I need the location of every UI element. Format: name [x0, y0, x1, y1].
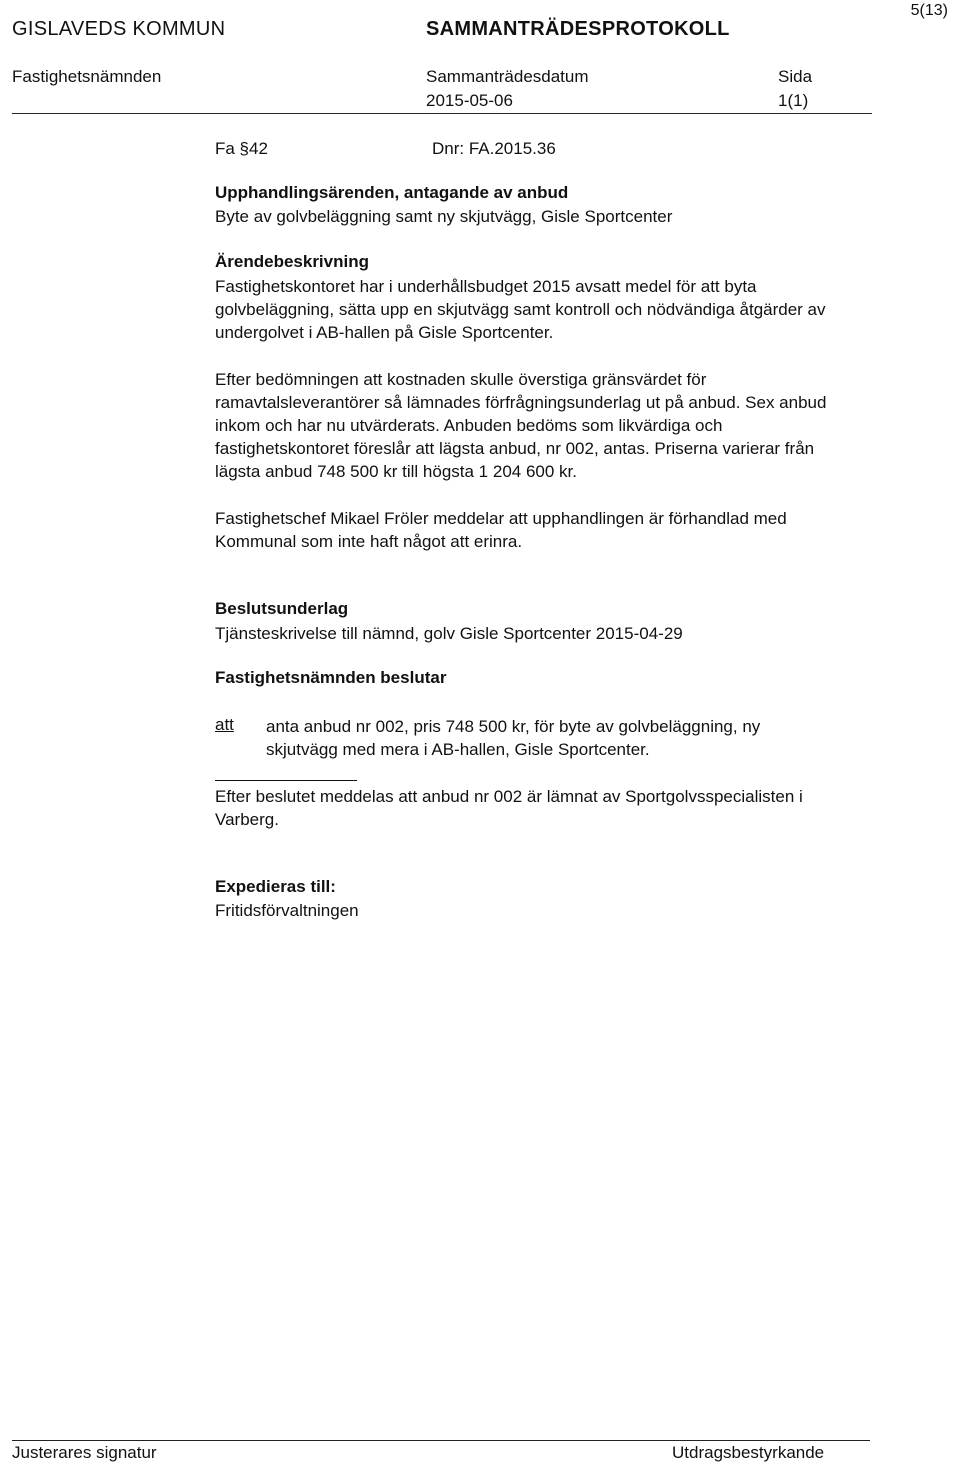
meeting-date-value: 2015-05-06: [426, 91, 513, 110]
page-value: 1(1): [778, 91, 809, 110]
decision-divider: [215, 780, 357, 781]
basis-text: Tjänsteskrivelse till nämnd, golv Gisle Sportcenter 2015-04-29: [215, 624, 683, 643]
description-heading: Ärendebeskrivning: [215, 252, 369, 271]
page-number: 5(13): [910, 2, 948, 19]
document-type: SAMMANTRÄDESPROTOKOLL: [426, 18, 730, 40]
diary-number: Dnr: FA.2015.36: [432, 139, 556, 158]
footer-divider: [12, 1440, 870, 1441]
description-paragraph: Fastighetskontoret har i underhållsbudget 2015 avsatt medel för att byta golvbeläggning, sätta upp en skjutvägg samt kontroll och nödvändiga åtgärder av undergolvet i AB-hallen på Gisle Sportcenter.: [215, 277, 826, 342]
expedition-heading: Expedieras till:: [215, 877, 336, 896]
paragraph-number: Fa §42: [215, 139, 268, 158]
decision-heading: Fastighetsnämnden beslutar: [215, 668, 447, 687]
decision-att-label: att: [215, 715, 234, 734]
decision-text: anta anbud nr 002, pris 748 500 kr, för byte av golvbeläggning, ny skjutvägg med mera i AB-hallen, Gisle Sportcenter.: [266, 717, 761, 759]
header-divider: [12, 113, 872, 114]
basis-heading: Beslutsunderlag: [215, 599, 349, 618]
signature-label: Justerares signatur: [12, 1443, 157, 1462]
description-paragraph: Fastighetschef Mikael Fröler meddelar att upphandlingen är förhandlad med Kommunal som inte haft något att erinra.: [215, 509, 787, 551]
case-title: Upphandlingsärenden, antagande av anbud: [215, 183, 569, 202]
extract-certification-label: Utdragsbestyrkande: [672, 1443, 825, 1462]
meeting-date-label: Sammanträdesdatum: [426, 67, 589, 86]
page-label: Sida: [778, 67, 813, 86]
organization-name: GISLAVEDS KOMMUN: [12, 18, 226, 40]
description-paragraph: Efter bedömningen att kostnaden skulle överstiga gränsvärdet för ramavtalsleverantörer så lämnades förfrågningsunderlag ut på anbud. Sex anbud inkom och har nu utvärderats. Anbuden bedöms som likvärdiga och fastighetskontoret föreslår att lägsta anbud, nr 002, antas. Priserna varierar från lägsta anbud 748 500 kr till högsta 1 204 600 kr.: [215, 370, 827, 481]
expedition-recipient: Fritidsförvaltningen: [215, 901, 359, 920]
decision-note: Efter beslutet meddelas att anbud nr 002 är lämnat av Sportgolvsspecialisten i Varberg.: [215, 787, 803, 829]
case-subtitle: Byte av golvbeläggning samt ny skjutvägg, Gisle Sportcenter: [215, 207, 673, 226]
committee-name: Fastighetsnämnden: [12, 67, 162, 86]
